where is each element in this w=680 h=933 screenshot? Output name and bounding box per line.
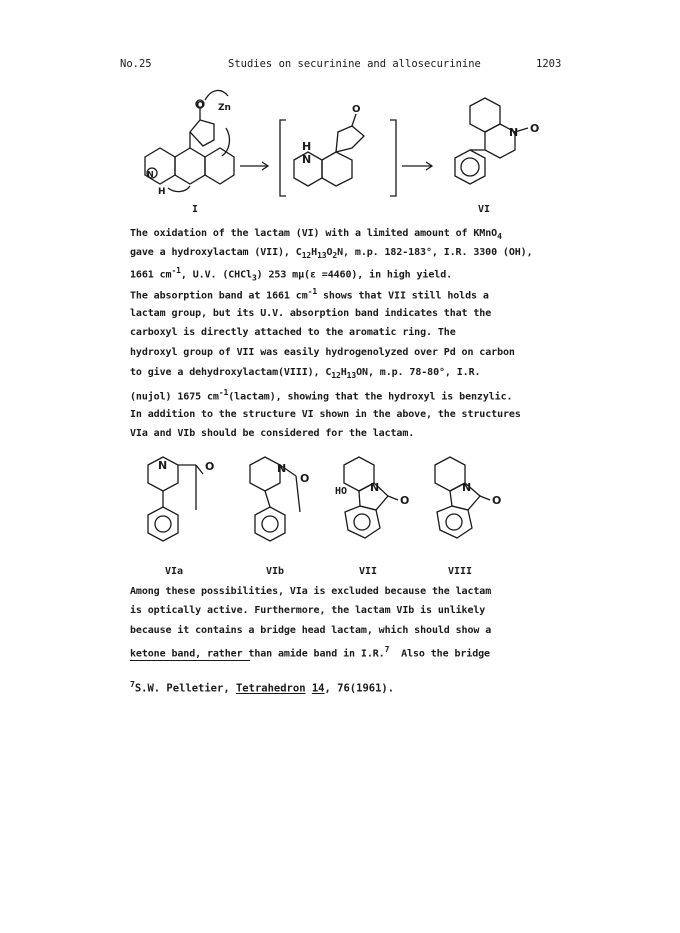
- right-bracket: [390, 120, 396, 196]
- intermediate-o-label: O: [352, 104, 361, 115]
- text-line-6: carboxyl is directly attached to the aromatic ring. The: [130, 327, 456, 338]
- compound-I-arrow-curve-2: [222, 128, 229, 156]
- reaction-arrow-2-head: [426, 162, 432, 170]
- compound-I-zn-label: Zn: [218, 103, 231, 113]
- compound-VI-o-label: O: [530, 122, 540, 135]
- text-line-4: The absorption band at 1661 $cm^{-1}$ shows that VII still holds a: [130, 287, 489, 302]
- compound-VII-aromatic-circle: [354, 514, 370, 530]
- compound-I-n-plus-circle: [147, 168, 157, 178]
- compound-I-h-label: H: [158, 187, 166, 197]
- compound-VIa-piperidine: [148, 457, 178, 491]
- text-line-5: lactam group, but its U.V. absorption band indicates that the: [130, 308, 492, 319]
- footnote: $^7$S.W. Pelletier, Tetrahedron 14, 76(1961).: [130, 680, 395, 695]
- compound-VII-lactam-ring: [359, 483, 388, 510]
- compound-I-n-label: N: [147, 170, 154, 179]
- compound-I-o-label: O: [196, 100, 205, 111]
- compound-VIb-n-label: N: [277, 462, 287, 475]
- text-line-9: (nujol) 1675 $cm^{-1}(lactam)$, showing that the hydroxyl is benzylic.: [130, 388, 513, 403]
- compound-VI-n-label: N: [509, 126, 519, 139]
- compound-VI-piperidine-ring: [470, 98, 500, 132]
- running-head-title: Studies on securinine and allosecurinine: [228, 58, 481, 70]
- compound-VIa-carbonyl: [196, 465, 203, 474]
- compound-VIb-bridge: [280, 465, 296, 476]
- text-line-3: 1661 $cm^{-1}$, U.V. (CHCl$_3$) 253 mμ(ε =4460), in high yield.: [130, 266, 453, 283]
- intermediate-n-label: N: [302, 153, 312, 166]
- compound-VIa-aromatic-circle: [155, 516, 171, 532]
- intermediate-piperidine-ring: [294, 152, 322, 186]
- text-line-1: The oxidation of the lactam (VI) with a limited amount of KMnO$_4$: [130, 228, 502, 241]
- running-head-number: No.25: [120, 58, 152, 70]
- intermediate-h-label: H: [302, 140, 312, 153]
- footnote-rule: [130, 660, 250, 661]
- compound-VIb-piperidine: [250, 457, 280, 491]
- label-compound-I: I: [192, 204, 199, 215]
- compound-VIII-piperidine: [435, 457, 465, 491]
- compound-VI-benzene-ring: [455, 150, 485, 184]
- compound-VIa-n-label: N: [158, 459, 168, 472]
- label-compound-VI: VI: [478, 204, 491, 215]
- compound-VII-piperidine: [344, 457, 374, 491]
- compound-VIII-benzene: [437, 506, 472, 538]
- compound-I-cyclohexane-ring: [175, 148, 205, 184]
- compound-VIa-benzene: [148, 507, 178, 541]
- compound-VII-ho-label: HO: [335, 486, 348, 497]
- intermediate-carbonyl: [352, 114, 356, 126]
- compound-VII-n-label: N: [370, 481, 380, 494]
- label-compound-VIII: VIII: [448, 566, 473, 577]
- compound-VII-carbonyl: [388, 496, 398, 500]
- compound-VIb-chain: [296, 476, 300, 512]
- text-line-11: VIa and VIb should be considered for the lactam.: [130, 428, 415, 439]
- compound-VII-benzene: [345, 506, 380, 538]
- compound-VI-lactam-ring: [485, 124, 515, 158]
- compound-VIb-link: [265, 491, 270, 507]
- compound-VIb-aromatic-circle: [262, 516, 278, 532]
- label-compound-VIb: VIb: [266, 566, 285, 577]
- compound-VIa-o-label: O: [205, 460, 215, 473]
- compound-VII-o-label: O: [400, 494, 410, 507]
- text-line-13: is optically active. Furthermore, the lactam VIb is unlikely: [130, 605, 486, 616]
- text-line-14: because it contains a bridge head lactam, which should show a: [130, 625, 492, 636]
- text-line-15: ketone band, rather than amide band in I.R.$^7$ Also the bridge: [130, 645, 490, 660]
- label-compound-VIa: VIa: [165, 566, 184, 577]
- compound-I-arrow-curve: [205, 90, 228, 100]
- compound-VIII-o-label: O: [492, 494, 502, 507]
- reaction-arrow-1-head: [262, 162, 268, 170]
- compound-I-lactone-ring: [190, 120, 214, 146]
- text-line-2: gave a hydroxylactam (VII), $C_{12}H_{13}O_2N$, m.p. 182-183°, I.R. 3300 (OH),: [130, 247, 533, 260]
- compound-I-oxygen: [196, 100, 204, 108]
- compound-I-piperidine-ring: [145, 148, 175, 184]
- intermediate-lactone-ring: [336, 126, 364, 152]
- page-number: 1203: [536, 58, 562, 70]
- left-bracket: [280, 120, 286, 196]
- compound-VI-aromatic-circle: [461, 158, 479, 176]
- compound-VIb-benzene: [255, 507, 285, 541]
- label-compound-VII: VII: [359, 566, 378, 577]
- compound-I-diene-ring: [205, 148, 234, 184]
- text-line-12: Among these possibilities, VIa is excluded because the lactam: [130, 586, 492, 597]
- intermediate-cyclohexene-ring: [322, 152, 352, 186]
- compound-VIII-lactam-ring: [450, 483, 480, 510]
- text-line-7: hydroxyl group of VII was easily hydrogenolyzed over Pd on carbon: [130, 347, 515, 358]
- text-line-8: to give a dehydroxylactam(VIII), $C_{12}H_{13}ON$, m.p. 78-80°, I.R.: [130, 367, 481, 380]
- compound-I-arrow-curve-3: [168, 186, 190, 192]
- text-line-10: In addition to the structure VI shown in the above, the structures: [130, 409, 521, 420]
- compound-VIb-o-label: O: [300, 472, 310, 485]
- compound-VIII-n-label: N: [462, 481, 472, 494]
- compound-VIII-aromatic-circle: [446, 514, 462, 530]
- compound-VI-carbonyl: [515, 128, 528, 132]
- compound-VIII-carbonyl: [480, 496, 490, 500]
